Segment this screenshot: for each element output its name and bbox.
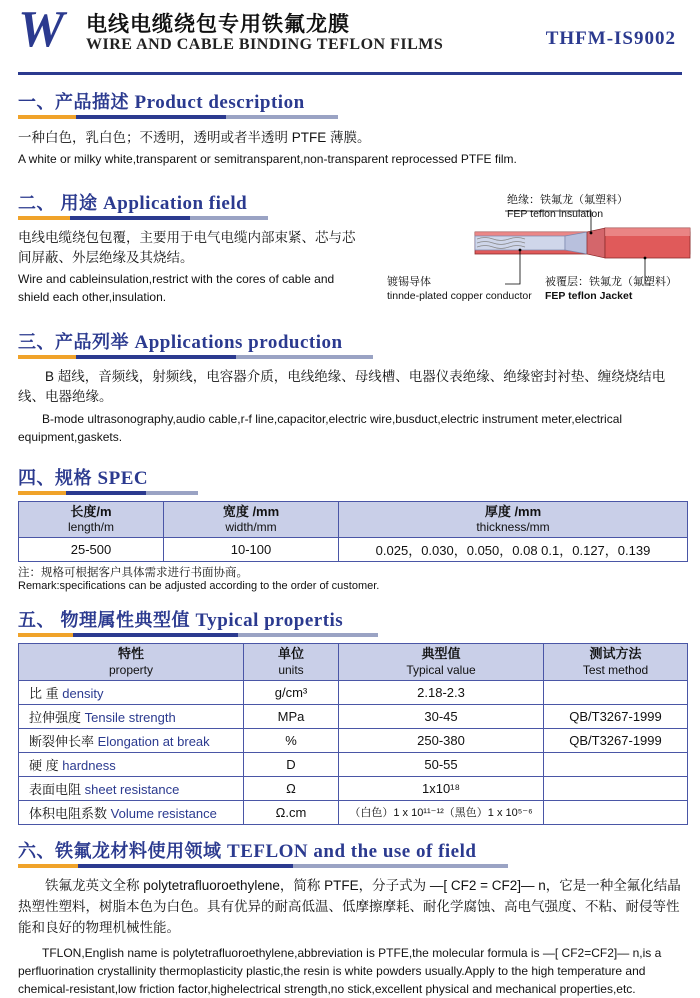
product-code: THFM-IS9002 [545,28,676,49]
page-header [10,0,690,66]
prop-method-sheet-resistance [544,776,688,800]
prop-value-elongation: 250-380 [339,728,544,752]
header-divider [18,72,682,75]
section-4-title [18,464,690,490]
table-row [19,800,688,824]
section-3-underline [18,355,373,359]
prop-unit-hardness: D [244,752,339,776]
prop-col-test-method: 测试方法 Test method [544,644,688,680]
section-applications-production [18,328,690,446]
prop-name-elongation: 断裂伸长率 Elongation at break [19,728,244,752]
company-logo: W [18,1,65,58]
section-1-number: 一、 [18,92,55,112]
section-6-title [18,837,690,863]
prop-value-tensile-strength: 30-45 [339,704,544,728]
prop-method-tensile-strength: QB/T3267-1999 [544,704,688,728]
spec-col-width: 宽度 /mm width/mm [164,502,339,538]
prop-name-density: 比 重 density [19,680,244,704]
spec-table-row [19,538,688,562]
spec-value-width: 10-100 [164,538,339,562]
section-5-title-en: Typical propertis [195,610,344,632]
cable-label-conductor-en: tinnde-plated copper conductor [387,289,532,302]
section-5-number: 五、 [18,610,55,631]
section-3-number: 三、 [18,331,55,352]
prop-value-density: 2.18-2.3 [339,680,544,704]
cable-label-insulation-cn: 绝缘：铁氟龙（氟塑料） [507,194,628,206]
spec-value-length: 25-500 [19,538,164,562]
section-3-title-cn: 产品列举 [55,331,129,352]
cable-label-jacket-en: FEP teflon Jacket [545,289,633,302]
section-2-body-en: Wire and cableinsulation,restrict with the cores of cable and shield each other,insulation. [18,272,335,304]
section-4-title-en: SPEC [97,468,149,490]
section-6-body-cn: 铁氟龙英文全称 polytetrafluoroethylene，简称 PTFE，分子式为 —[ CF2 = CF2]— n，它是一种全氟化结晶热塑性塑料，树脂本色为白色。具有优异的耐高低温、低摩擦摩耗、耐化学腐蚀、高电气强度、不粘、耐侵等性能和良好的物理机械性能。 [18,877,681,935]
prop-name-tensile-strength: 拉伸强度 Tensile strength [19,704,244,728]
section-5-title-cn: 物理属性典型值 [60,610,191,631]
prop-method-density [544,680,688,704]
section-4-underline [18,491,198,495]
prop-name-hardness: 硬 度 hardness [19,752,244,776]
section-2-number: 二、 [18,192,55,213]
spec-col-thickness: 厚度 /mm thickness/mm [339,502,688,538]
section-3-body-en: B-mode ultrasonography,audio cable,r-f line,capacitor,electric wire,busduct,electric instrument meter,electrical equipment,gaskets. [18,412,623,444]
section-3-title-en: Applications production [134,331,343,353]
section-6-title-en: TEFLON and the use of field [227,840,477,862]
section-5-underline [18,633,378,637]
section-6-number: 六、 [18,840,55,861]
cable-label-insulation-en: FEP teflon insulation [507,207,604,220]
cable-label-jacket-cn: 被覆层：铁氟龙（氟塑料） [545,276,677,288]
section-6-title-cn: 铁氟龙材料使用领域 [55,840,222,861]
prop-unit-volume-resistance: Ω.cm [244,800,339,824]
section-spec [18,464,690,592]
table-row [19,776,688,800]
spec-note-en: Remark:specifications can be adjusted according to the order of customer. [18,580,380,593]
prop-col-typical-value: 典型值 Typical value [339,644,544,680]
properties-header-row [19,644,688,680]
section-1-title-en: Product description [134,92,305,113]
section-3-title [18,328,690,354]
prop-value-hardness: 50-55 [339,752,544,776]
prop-unit-elongation: % [244,728,339,752]
table-row [19,752,688,776]
prop-unit-tensile-strength: MPa [244,704,339,728]
table-row [19,728,688,752]
section-2-body-cn: 电线电缆绕包包覆，主要用于电气电缆内部束紧、芯与芯间屏蔽、外层绝缘及其烧结。 [18,229,356,265]
section-4-number: 四、 [18,468,55,489]
section-1-underline [18,115,338,119]
spec-value-thickness: 0.025，0.030，0.050，0.08 0.1，0.127，0.139 [339,538,688,562]
spec-table-header-row [19,502,688,538]
section-1-title [18,88,690,114]
table-row [19,680,688,704]
section-5-title [18,606,690,632]
section-teflon-use-of-field [18,837,690,998]
cable-label-conductor-cn: 镀锡导体 [387,276,431,288]
prop-value-sheet-resistance: 1x10¹⁸ [339,776,544,800]
prop-name-volume-resistance: 体积电阻系数 Volume resistance [19,800,244,824]
section-6-body-en: TFLON,English name is polytetrafluoroethylene,abbreviation is PTFE,the molecular formula is —[ CF2=CF2]— n,is a perfluorination crystallinity thermoplasticity plastic,the resin is white powders usually.Apply to the high temperature and chemical-resistant,low friction factor,highelectrical strength,no stick,excellent physical and mechanical properties,etc. [18,946,662,997]
section-1-body-cn: 一种白色，乳白色；不透明，透明或者半透明 PTFE 薄膜。 [18,130,371,145]
prop-method-hardness [544,752,688,776]
prop-col-units: 单位 units [244,644,339,680]
section-2-title-en: Application field [103,192,248,214]
header-title-en: WIRE AND CABLE BINDING TEFLON FILMS [86,36,444,53]
prop-name-sheet-resistance: 表面电阻 sheet resistance [19,776,244,800]
header-title-cn: 电线电缆绕包专用铁氟龙膜 [86,13,350,36]
properties-table [18,643,688,824]
spec-note-cn: 注：规格可根据客户具体需求进行书面协商。 [18,567,248,580]
section-4-title-cn: 规格 [55,468,92,489]
spec-table [18,501,688,562]
prop-value-volume-resistance: （白色）1 x 10¹¹⁻¹²（黑色）1 x 10⁵⁻⁶ [339,800,544,824]
section-2-underline [18,216,268,220]
section-1-title-cn: 产品描述 [55,92,129,112]
section-2-title-cn: 用途 [60,192,98,213]
prop-col-property: 特性 property [19,644,244,680]
prop-unit-sheet-resistance: Ω [244,776,339,800]
prop-unit-density: g/cm³ [244,680,339,704]
cable-diagram [355,196,700,306]
table-row [19,704,688,728]
prop-method-elongation: QB/T3267-1999 [544,728,688,752]
section-product-description [18,88,690,169]
section-typical-properties [18,606,690,824]
spec-col-length: 长度/m length/m [19,502,164,538]
section-3-body-cn: B 超线，音频线，射频线，电容器介质，电线绝缘、母线槽、电器仪表绝缘、绝缘密封衬垫、缠绕烧结电线、电器绝缘。 [18,368,666,405]
section-6-underline [18,864,508,868]
cable-body [475,228,690,258]
prop-method-volume-resistance [544,800,688,824]
section-1-body-en: A white or milky white,transparent or semitransparent,non-transparent reprocessed PTFE film. [18,152,517,167]
